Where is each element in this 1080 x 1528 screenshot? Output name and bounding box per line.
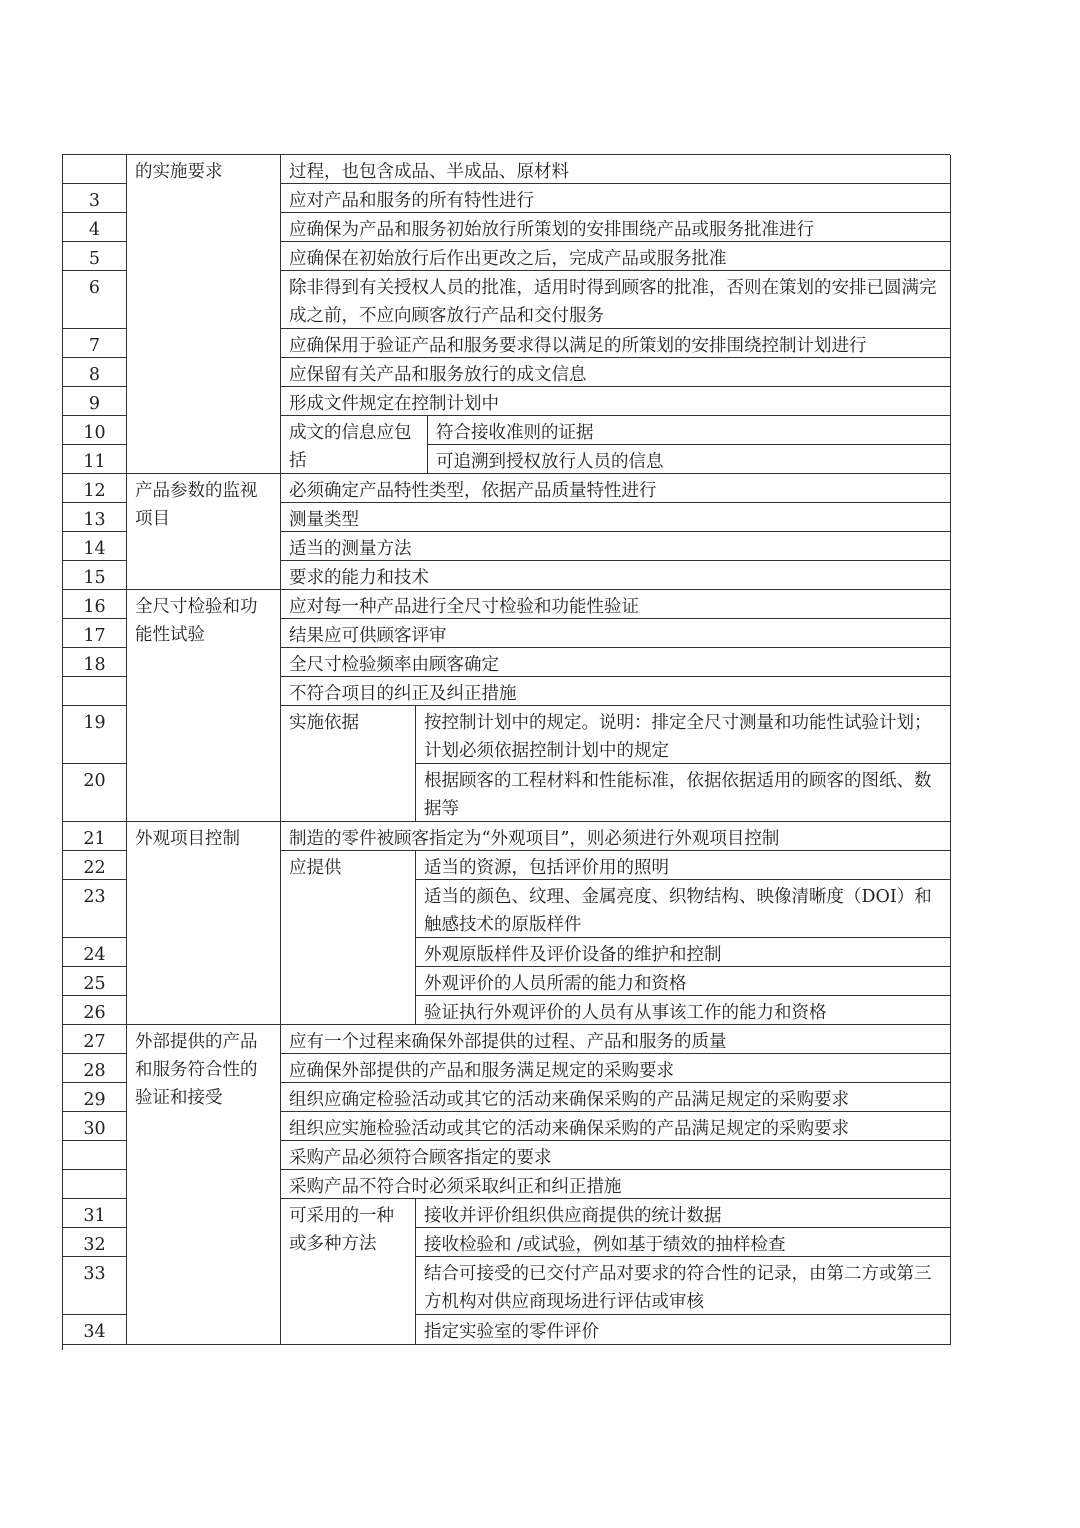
requirement-cell: 要求的能力和技术 — [281, 561, 951, 590]
row-number: 30 — [63, 1112, 127, 1141]
row-number — [63, 677, 127, 706]
subcategory-cell: 可采用的一种或多种方法 — [281, 1199, 416, 1345]
requirement-cell: 应保留有关产品和服务放行的成文信息 — [281, 358, 951, 387]
requirement-cell: 验证执行外观评价的人员有从事该工作的能力和资格 — [416, 996, 951, 1025]
requirement-cell: 结合可接受的已交付产品对要求的符合性的记录，由第二方或第三方机构对供应商现场进行评估或审核 — [416, 1257, 951, 1315]
category-cell: 产品参数的监视项目 — [127, 474, 281, 590]
row-number: 16 — [63, 590, 127, 619]
row-number: 8 — [63, 358, 127, 387]
requirement-cell: 接收并评价组织供应商提供的统计数据 — [416, 1199, 951, 1228]
requirement-cell: 指定实验室的零件评价 — [416, 1315, 951, 1345]
requirement-cell: 结果应可供顾客评审 — [281, 619, 951, 648]
requirement-cell: 必须确定产品特性类型，依据产品质量特性进行 — [281, 474, 951, 503]
subcategory-cell: 应提供 — [281, 851, 416, 1025]
requirement-cell: 形成文件规定在控制计划中 — [281, 387, 951, 416]
row-number: 5 — [63, 242, 127, 271]
requirement-cell: 应有一个过程来确保外部提供的过程、产品和服务的质量 — [281, 1025, 951, 1054]
requirement-cell: 应对产品和服务的所有特性进行 — [281, 184, 951, 213]
row-number: 23 — [63, 880, 127, 938]
requirement-cell: 应对每一种产品进行全尺寸检验和功能性验证 — [281, 590, 951, 619]
requirement-cell: 测量类型 — [281, 503, 951, 532]
document-page — [62, 154, 950, 1350]
row-number: 12 — [63, 474, 127, 503]
requirement-cell: 按控制计划中的规定。说明：排定全尺寸测量和功能性试验计划；计划必须依据控制计划中的规定 — [416, 706, 951, 764]
row-number: 32 — [63, 1228, 127, 1257]
row-number: 28 — [63, 1054, 127, 1083]
requirement-cell: 外观评价的人员所需的能力和资格 — [416, 967, 951, 996]
requirement-cell: 应确保为产品和服务初始放行所策划的安排围绕产品或服务批准进行 — [281, 213, 951, 242]
row-number: 34 — [63, 1315, 127, 1345]
row-number: 3 — [63, 184, 127, 213]
requirement-cell: 采购产品不符合时必须采取纠正和纠正措施 — [281, 1170, 951, 1199]
row-number: 15 — [63, 561, 127, 590]
requirement-cell: 适当的资源，包括评价用的照明 — [416, 851, 951, 880]
row-number: 10 — [63, 416, 127, 445]
requirement-cell: 适当的颜色、纹理、金属亮度、织物结构、映像清晰度（DOI）和触感技术的原版样件 — [416, 880, 951, 938]
row-number: 6 — [63, 271, 127, 329]
row-number: 26 — [63, 996, 127, 1025]
requirement-cell: 除非得到有关授权人员的批准，适用时得到顾客的批准，否则在策划的安排已圆满完成之前，不应向顾客放行产品和交付服务 — [281, 271, 951, 329]
requirement-cell: 外观原版样件及评价设备的维护和控制 — [416, 938, 951, 967]
category-cell: 外观项目控制 — [127, 822, 281, 1025]
row-number: 4 — [63, 213, 127, 242]
row-number — [63, 1141, 127, 1170]
requirement-cell: 可追溯到授权放行人员的信息 — [428, 445, 951, 474]
row-number: 22 — [63, 851, 127, 880]
row-number: 29 — [63, 1083, 127, 1112]
requirement-cell: 采购产品必须符合顾客指定的要求 — [281, 1141, 951, 1170]
requirement-cell: 根据顾客的工程材料和性能标准，依据依据适用的顾客的图纸、数据等 — [416, 764, 951, 822]
row-number: 21 — [63, 822, 127, 851]
requirement-cell: 不符合项目的纠正及纠正措施 — [281, 677, 951, 706]
row-number — [63, 155, 127, 184]
requirements-table — [62, 154, 950, 1350]
row-number: 17 — [63, 619, 127, 648]
row-number: 18 — [63, 648, 127, 677]
row-number: 25 — [63, 967, 127, 996]
row-number: 24 — [63, 938, 127, 967]
row-number: 33 — [63, 1257, 127, 1315]
row-number: 14 — [63, 532, 127, 561]
requirement-cell: 全尺寸检验频率由顾客确定 — [281, 648, 951, 677]
requirement-cell: 符合接收准则的证据 — [428, 416, 951, 445]
subcategory-cell: 成文的信息应包括 — [281, 416, 428, 474]
row-number: 19 — [63, 706, 127, 764]
requirement-cell: 应确保用于验证产品和服务要求得以满足的所策划的安排围绕控制计划进行 — [281, 329, 951, 358]
row-number: 13 — [63, 503, 127, 532]
requirement-cell: 组织应确定检验活动或其它的活动来确保采购的产品满足规定的采购要求 — [281, 1083, 951, 1112]
requirement-cell: 应确保外部提供的产品和服务满足规定的采购要求 — [281, 1054, 951, 1083]
row-number: 11 — [63, 445, 127, 474]
requirement-cell: 适当的测量方法 — [281, 532, 951, 561]
row-number: 31 — [63, 1199, 127, 1228]
category-cell: 全尺寸检验和功能性试验 — [127, 590, 281, 822]
requirement-cell: 应确保在初始放行后作出更改之后，完成产品或服务批准 — [281, 242, 951, 271]
requirement-cell: 制造的零件被顾客指定为“外观项目”，则必须进行外观项目控制 — [281, 822, 951, 851]
category-cell: 的实施要求 — [127, 155, 281, 474]
row-number: 27 — [63, 1025, 127, 1054]
category-cell: 外部提供的产品和服务符合性的验证和接受 — [127, 1025, 281, 1345]
requirement-cell: 组织应实施检验活动或其它的活动来确保采购的产品满足规定的采购要求 — [281, 1112, 951, 1141]
requirement-cell: 过程，也包含成品、半成品、原材料 — [281, 155, 951, 184]
row-number — [63, 1170, 127, 1199]
requirement-cell: 接收检验和 /或试验，例如基于绩效的抽样检查 — [416, 1228, 951, 1257]
row-number: 20 — [63, 764, 127, 822]
subcategory-cell: 实施依据 — [281, 706, 416, 822]
row-number: 7 — [63, 329, 127, 358]
row-number: 9 — [63, 387, 127, 416]
